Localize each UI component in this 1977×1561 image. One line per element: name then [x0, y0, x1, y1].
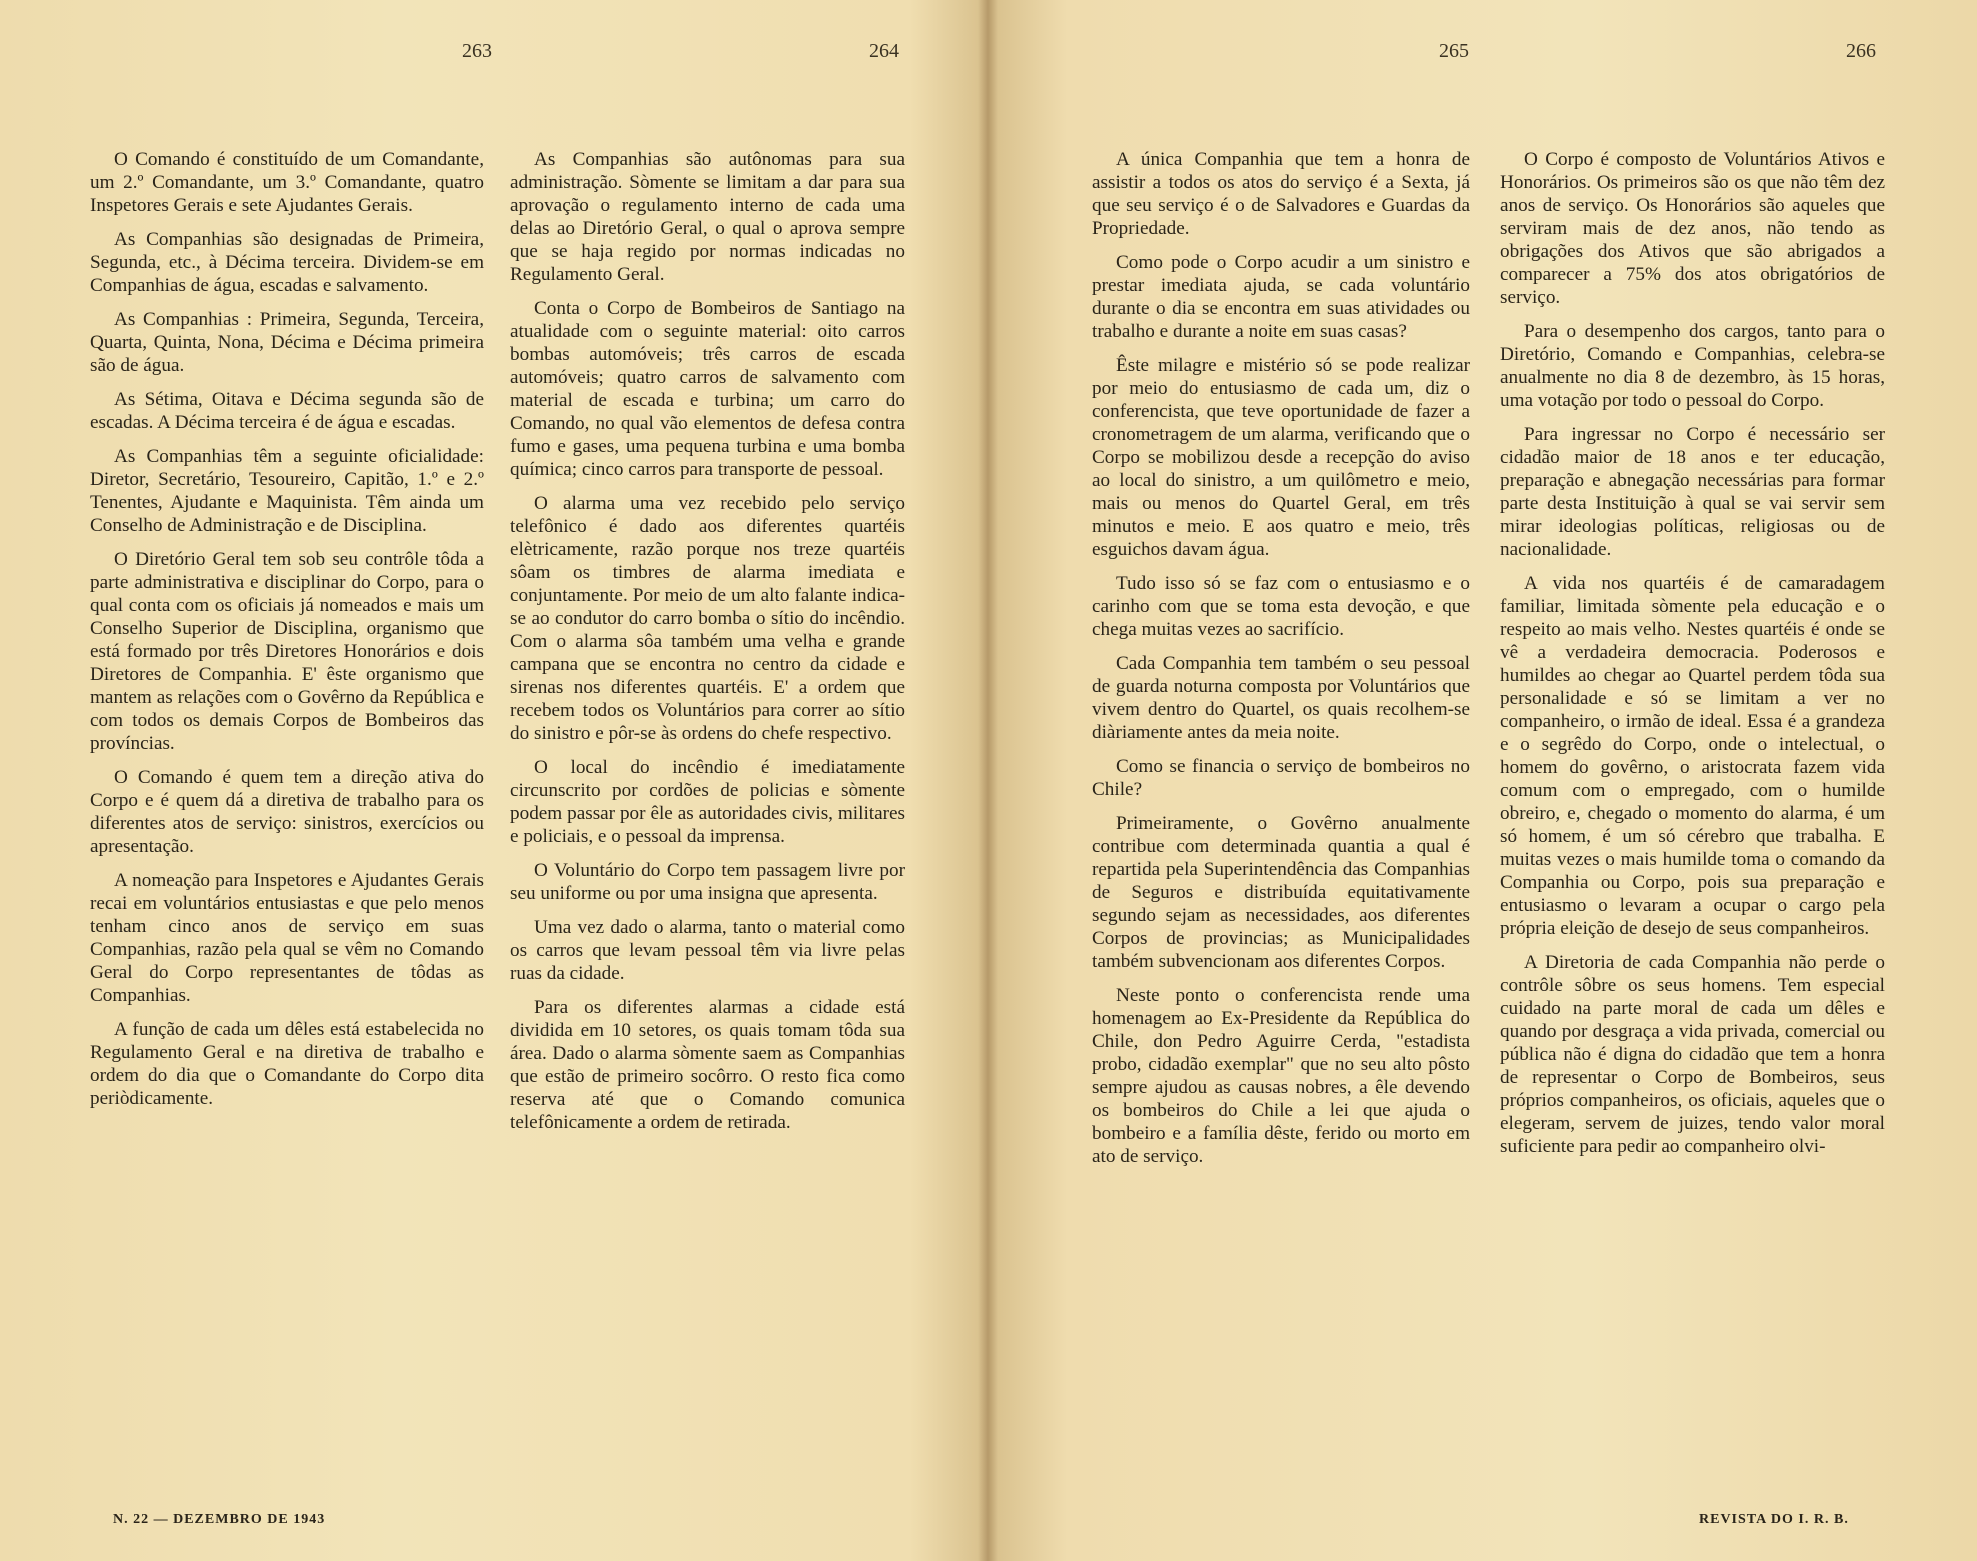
paragraph: A Diretoria de cada Companhia não perde o contrôle sôbre os seus homens. Tem especial cuidado na parte moral de cada um dêles e quando por desgraça a vida privada, comercial ou pública não é digna do cidadão que tem a honra de representar o Corpo de Bombeiros, seus próprios companheiros, os oficiais, aqueles que o elegeram, servem de juizes, tendo valor moral suficiente para pedir ao companheiro olvi- [1500, 952, 1885, 1157]
paragraph: A nomeação para Inspetores e Ajudantes Gerais recai em voluntários entusiastas e que pelo menos tenham cinco anos de serviço em suas Companhias, razão pela qual se vêm no Comando Geral do Corpo representantes de tôdas as Companhias. [90, 870, 484, 1006]
paragraph: A única Companhia que tem a honra de assistir a todos os atos do serviço é a Sexta, já que seu serviço é o de Salvadores e Guardas da Propriedade. [1092, 149, 1470, 239]
paragraph: As Companhias : Primeira, Segunda, Terceira, Quarta, Quinta, Nona, Décima e Décima primeira são de água. [90, 309, 484, 376]
page-number-263: 263 [462, 40, 492, 62]
paragraph: Como pode o Corpo acudir a um sinistro e prestar imediata ajuda, se cada voluntário durante o dia se encontra em suas atividades ou trabalho e durante a noite em suas casas? [1092, 252, 1470, 342]
paragraph: As Companhias são designadas de Primeira, Segunda, etc., à Décima terceira. Dividem-se em Companhias de água, escadas e salvamento. [90, 229, 484, 296]
paragraph: O Comando é constituído de um Comandante, um 2.º Comandante, um 3.º Comandante, quatro Inspetores Gerais e sete Ajudantes Gerais. [90, 149, 484, 216]
paragraph: Cada Companhia tem também o seu pessoal de guarda noturna composta por Voluntários que vivem dentro do Quartel, os quais recolhem-se diàriamente antes da meia noite. [1092, 653, 1470, 743]
paragraph: O Comando é quem tem a direção ativa do Corpo e é quem dá a diretiva de trabalho para os diferentes atos de serviço: sinistros, exercícios ou apresentação. [90, 767, 484, 857]
paragraph: A vida nos quartéis é de camaradagem familiar, limitada sòmente pela educação e o respeito ao mais velho. Nestes quartéis é onde se vê a verdadeira democracia. Poderosos e humildes ao chegar ao Quartel perdem tôda sua personalidade e só se limitam a ver no companheiro, o irmão de ideal. Essa é a grandeza e o segrêdo do Corpo, onde o intelectual, o homem do govêrno, o aristocrata fazem vida comum com o empregado, com o humilde obreiro, e, chegado o momento do alarma, é um só homem, é um só cérebro que trabalha. E muitas vezes o mais humilde toma o comando da Companhia ou Corpo, pois sua preparação e entusiasmo o levaram a ocupar o cargo pela própria eleição de desejo de seus companheiros. [1500, 573, 1885, 939]
paragraph: Neste ponto o conferencista rende uma homenagem ao Ex-Presidente da República do Chile, don Pedro Aguirre Cerda, "estadista probo, cidadão exemplar" que no seu alto pôsto sempre ajudou as causas nobres, a êle devendo os bombeiros do Chile a lei que ajuda o bombeiro e a família dêste, ferido ou morto em ato de serviço. [1092, 985, 1470, 1167]
paragraph: Conta o Corpo de Bombeiros de Santiago na atualidade com o seguinte material: oito carros bombas automóveis; três carros de escada automóveis; quatro carros de salvamento com material de escada e turbina; um carro do Comando, no qual vão elementos de defesa contra fumo e gases, uma pequena turbina e uma bomba química; cinco carros para transporte de pessoal. [510, 298, 905, 480]
paragraph: O Corpo é composto de Voluntários Ativos e Honorários. Os primeiros são os que não têm dez anos de serviço. Os Honorários são aqueles que serviram mais de dez anos, não tendo as obrigações dos Ativos que são abrigados a comparecer a 75% dos atos obrigatórios de serviço. [1500, 149, 1885, 308]
paragraph: Para os diferentes alarmas a cidade está dividida em 10 setores, os quais tomam tôda sua área. Dado o alarma sòmente saem as Companhias que estão de primeiro socôrro. O resto fica como reserva até que o Comando comunica telefônicamente a ordem de retirada. [510, 997, 905, 1133]
paragraph: As Companhias têm a seguinte oficialidade: Diretor, Secretário, Tesoureiro, Capitão, 1.º e 2.º Tenentes, Ajudante e Maquinista. Têm ainda um Conselho de Administração e de Disciplina. [90, 446, 484, 536]
right-page [989, 0, 1977, 1561]
paragraph: As Companhias são autônomas para sua administração. Sòmente se limitam a dar para sua aprovação o regulamento interno de cada uma delas ao Diretório Geral, o qual o aprova sempre que se haja regido por normas indicadas no Regulamento Geral. [510, 149, 905, 285]
column-page-263 [90, 148, 484, 1121]
left-page [0, 0, 988, 1561]
paragraph: Tudo isso só se faz com o entusiasmo e o carinho com que se toma esta devoção, e que chega muitas vezes ao sacrifício. [1092, 573, 1470, 640]
paragraph: Como se financia o serviço de bombeiros no Chile? [1092, 756, 1470, 800]
page-number-265: 265 [1439, 40, 1469, 62]
paragraph: O alarma uma vez recebido pelo serviço telefônico é dado aos diferentes quartéis elètricamente, razão porque nos treze quartéis sôam os timbres de alarma imediata e conjuntamente. Por meio de um alto falante indica-se ao condutor do carro bomba o sítio do incêndio. Com o alarma sôa também uma velha e grande campana que se encontra no centro da cidade e sirenas nos diferentes quartéis. E' a ordem que recebem todos os Voluntários para correr ao sítio do sinistro e pôr-se às ordens do chefe respectivo. [510, 493, 905, 744]
paragraph: O Voluntário do Corpo tem passagem livre por seu uniforme ou por uma insigna que apresenta. [510, 860, 905, 904]
paragraph: Uma vez dado o alarma, tanto o material como os carros que levam pessoal têm via livre pelas ruas da cidade. [510, 917, 905, 984]
page-number-264: 264 [869, 40, 899, 62]
paragraph: Primeiramente, o Govêrno anualmente contribue com determinada quantia a qual é repartida pela Superintendência das Companhias de Seguros e distribuída equitativamente segundo sejam as necessidades, aos diferentes Corpos de provincias; as Municipalidades também subvencionam aos diferentes Corpos. [1092, 813, 1470, 972]
column-page-265 [1092, 148, 1470, 1179]
footer-issue-date: N. 22 — DEZEMBRO DE 1943 [113, 1512, 326, 1527]
page-number-266: 266 [1846, 40, 1876, 62]
paragraph: Para ingressar no Corpo é necessário ser cidadão maior de 18 anos e ter educação, preparação e abnegação necessárias para formar parte desta Instituição à qual se vai servir sem mirar ideologias políticas, religiosas ou de nacionalidade. [1500, 424, 1885, 560]
footer-magazine-title: REVISTA DO I. R. B. [1699, 1512, 1849, 1527]
paragraph: Êste milagre e mistério só se pode realizar por meio do entusiasmo de cada um, diz o conferencista, que teve oportunidade de fazer a cronometragem de um alarma, verificando que o Corpo se mobilizou desde a recepção do aviso ao local do sinistro, a um quilômetro e meio, mais ou menos do Quartel Geral, em três minutos e meio. E aos quatro e meio, três esguichos davam água. [1092, 355, 1470, 560]
paragraph: O local do incêndio é imediatamente circunscrito por cordões de policias e sòmente podem passar por êle as autoridades civis, militares e policiais, e o pessoal da imprensa. [510, 757, 905, 847]
paragraph: A função de cada um dêles está estabelecida no Regulamento Geral e na diretiva de trabalho e ordem do dia que o Comandante do Corpo dita periòdicamente. [90, 1019, 484, 1109]
paragraph: O Diretório Geral tem sob seu contrôle tôda a parte administrativa e disciplinar do Corpo, para o qual conta com os oficiais já nomeados e mais um Conselho Superior de Disciplina, organismo que está formado por três Diretores Honorários e dois Diretores de Companhia. E' êste organismo que mantem as relações com o Govêrno da República e com todos os demais Corpos de Bombeiros das províncias. [90, 549, 484, 754]
paragraph: Para o desempenho dos cargos, tanto para o Diretório, Comando e Companhias, celebra-se anualmente no dia 8 de dezembro, às 15 horas, uma votação por todo o pessoal do Corpo. [1500, 321, 1885, 411]
column-page-264 [510, 148, 905, 1145]
paragraph: As Sétima, Oitava e Décima segunda são de escadas. A Décima terceira é de água e escadas. [90, 389, 484, 433]
column-page-266 [1500, 148, 1885, 1169]
